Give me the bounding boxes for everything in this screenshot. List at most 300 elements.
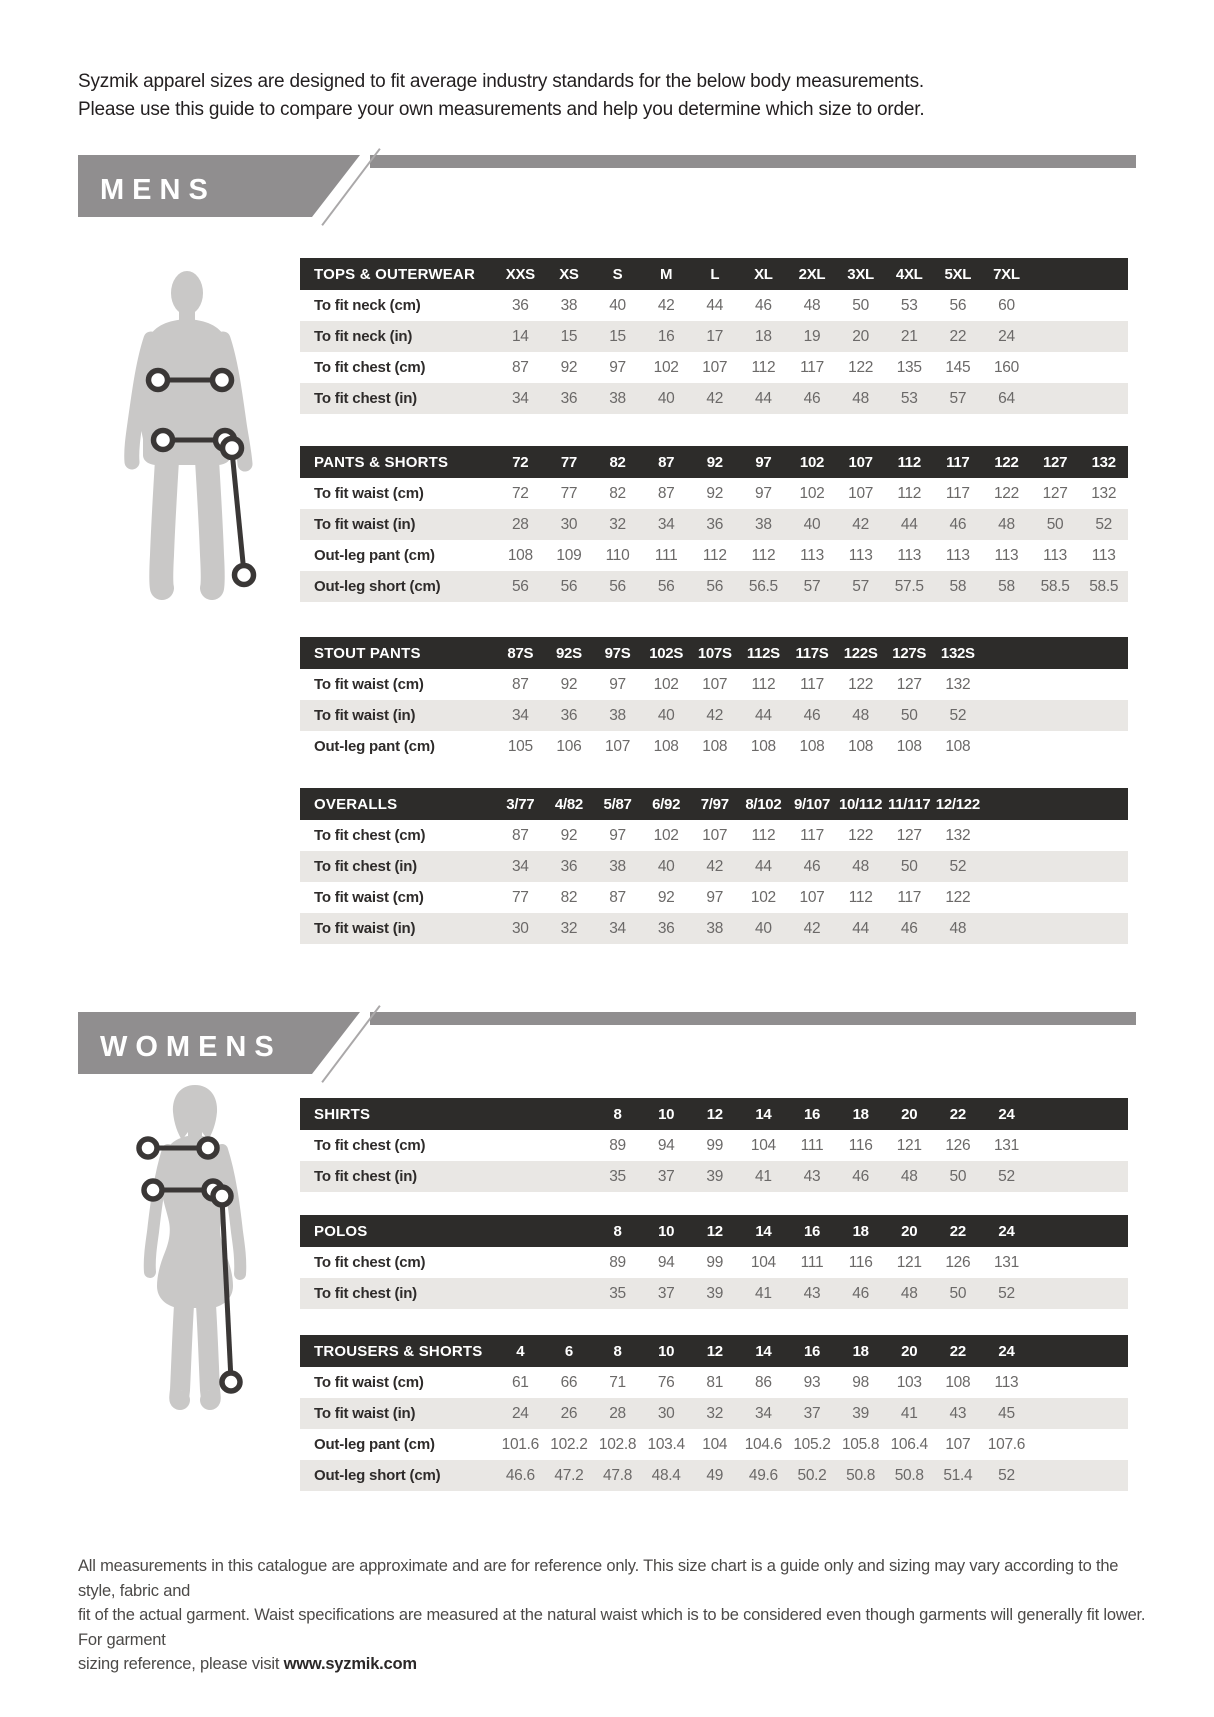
value-cell: 104.6 [744, 1435, 783, 1453]
value-cell: 39 [706, 1167, 724, 1185]
mens-section-banner [78, 155, 1136, 217]
value-cell: 44 [755, 857, 772, 875]
value-cell: 42 [706, 857, 724, 875]
value-cell: 89 [609, 1253, 626, 1271]
value-cell: 135 [896, 358, 922, 376]
value-cell: 105.8 [841, 1435, 880, 1453]
value-cell: 48 [852, 389, 869, 407]
value-cell: 108 [945, 737, 971, 755]
value-cell: 53 [900, 389, 918, 407]
value-cell: 107 [702, 826, 728, 844]
mens-banner-label: MENS [100, 174, 216, 206]
value-cell: 92 [657, 888, 675, 906]
value-cell: 132 [945, 675, 971, 693]
measurement-row [300, 1130, 1128, 1161]
size-column-header: 10 [658, 1105, 675, 1123]
value-cell: 42 [852, 515, 869, 533]
value-cell: 15 [609, 327, 626, 345]
value-cell: 107 [945, 1435, 971, 1453]
value-cell: 107 [799, 888, 825, 906]
value-cell: 57 [852, 577, 869, 595]
table-title: PANTS & SHORTS [314, 453, 449, 471]
table-header-row [300, 446, 1128, 478]
row-label: To fit waist (cm) [314, 485, 424, 502]
value-cell: 52 [998, 1167, 1015, 1185]
value-cell: 107 [702, 358, 728, 376]
size-column-header: 117 [946, 453, 970, 471]
table-header-row [300, 1215, 1128, 1247]
value-cell: 92 [706, 484, 724, 502]
row-label: Out-leg pant (cm) [314, 738, 435, 755]
size-column-header: 87 [658, 453, 675, 471]
value-cell: 42 [657, 296, 675, 314]
value-cell: 56 [609, 577, 626, 595]
value-cell: 24 [511, 1404, 529, 1422]
value-cell: 58 [998, 577, 1015, 595]
row-label: To fit chest (in) [314, 858, 417, 875]
value-cell: 58.5 [1089, 577, 1119, 595]
footer-line-3-text: sizing reference, please visit [78, 1655, 284, 1673]
value-cell: 71 [609, 1373, 626, 1391]
size-column-header: 127S [892, 644, 927, 662]
value-cell: 98 [852, 1373, 869, 1391]
value-cell: 107 [605, 737, 631, 755]
value-cell: 48 [803, 296, 821, 314]
table-pants-shorts [300, 446, 1128, 602]
value-cell: 35 [609, 1284, 626, 1302]
value-cell: 108 [507, 546, 533, 564]
size-column-header: 5/87 [603, 795, 632, 813]
measurement-row [300, 1460, 1128, 1491]
value-cell: 46 [803, 706, 821, 724]
value-cell: 76 [657, 1373, 675, 1391]
table-title: STOUT PANTS [314, 644, 421, 662]
size-column-header: 12 [706, 1105, 723, 1123]
value-cell: 102 [799, 484, 825, 502]
value-cell: 117 [800, 675, 824, 693]
value-cell: 44 [706, 296, 724, 314]
value-cell: 122 [993, 484, 1019, 502]
womens-body-figure [120, 1080, 270, 1410]
value-cell: 52 [998, 1466, 1015, 1484]
value-cell: 97 [609, 358, 626, 376]
size-column-header: S [612, 265, 623, 283]
value-cell: 56 [706, 577, 724, 595]
value-cell: 116 [848, 1253, 873, 1271]
size-column-header: 8 [613, 1342, 622, 1360]
male-right-leg [207, 460, 213, 588]
value-cell: 46 [803, 857, 821, 875]
value-cell: 108 [799, 737, 825, 755]
value-cell: 111 [800, 1136, 824, 1154]
size-column-header: 82 [609, 453, 626, 471]
value-cell: 77 [560, 484, 578, 502]
value-cell: 87 [657, 484, 675, 502]
value-cell: 52 [1095, 515, 1112, 533]
value-cell: 132 [1091, 484, 1117, 502]
table-title: POLOS [314, 1222, 368, 1240]
value-cell: 113 [897, 546, 922, 564]
size-column-header: 112S [746, 644, 780, 662]
size-column-header: 8/102 [745, 795, 782, 813]
value-cell: 56 [511, 577, 529, 595]
value-cell: 37 [657, 1284, 675, 1302]
value-cell: 111 [654, 546, 678, 564]
value-cell: 121 [896, 1136, 922, 1154]
measurement-row [300, 1278, 1128, 1309]
value-cell: 42 [706, 706, 724, 724]
value-cell: 97 [755, 484, 772, 502]
row-label: Out-leg pant (cm) [314, 547, 435, 564]
value-cell: 97 [706, 888, 724, 906]
value-cell: 107 [848, 484, 874, 502]
value-cell: 36 [706, 515, 724, 533]
value-cell: 21 [900, 327, 918, 345]
value-cell: 113 [1043, 546, 1067, 564]
row-label: To fit chest (cm) [314, 359, 426, 376]
value-cell: 52 [949, 857, 967, 875]
size-column-header: 22 [949, 1342, 966, 1360]
value-cell: 42 [803, 919, 821, 937]
row-label: To fit waist (in) [314, 516, 416, 533]
value-cell: 105.2 [793, 1435, 831, 1453]
size-column-header: 127 [1043, 453, 1068, 471]
value-cell: 50 [1046, 515, 1064, 533]
value-cell: 48 [900, 1167, 918, 1185]
measurement-row [300, 478, 1128, 509]
value-cell: 46 [852, 1167, 869, 1185]
value-cell: 38 [609, 706, 626, 724]
value-cell: 56.5 [748, 577, 778, 595]
size-column-header: 11/117 [888, 795, 931, 813]
value-cell: 106.4 [890, 1435, 928, 1453]
value-cell: 94 [657, 1253, 675, 1271]
value-cell: 113 [1091, 546, 1116, 564]
value-cell: 48 [852, 857, 869, 875]
size-column-header: L [710, 265, 720, 283]
value-cell: 87 [511, 358, 529, 376]
value-cell: 108 [945, 1373, 971, 1391]
value-cell: 39 [852, 1404, 869, 1422]
measurement-row [300, 913, 1128, 944]
size-column-header: 22 [949, 1105, 966, 1123]
banner-rule-bar [370, 155, 1136, 168]
measurement-row [300, 383, 1128, 414]
size-column-header: 20 [901, 1222, 918, 1240]
size-column-header: 16 [803, 1105, 821, 1123]
size-column-header: 14 [755, 1342, 772, 1360]
value-cell: 34 [657, 515, 675, 533]
value-cell: 48 [949, 919, 967, 937]
value-cell: 122 [848, 826, 874, 844]
table-trousers-shorts [300, 1335, 1128, 1491]
row-label: Out-leg pant (cm) [314, 1436, 435, 1453]
measurement-row [300, 571, 1128, 602]
row-label: To fit waist (cm) [314, 1374, 424, 1391]
row-label: To fit waist (cm) [314, 676, 424, 693]
measurement-row [300, 321, 1128, 352]
size-column-header: 8 [613, 1105, 622, 1123]
size-column-header: 4 [516, 1342, 525, 1360]
value-cell: 46 [949, 515, 967, 533]
value-cell: 15 [560, 327, 578, 345]
size-column-header: 92S [556, 644, 582, 662]
value-cell: 102.2 [550, 1435, 588, 1453]
value-cell: 40 [803, 515, 821, 533]
value-cell: 60 [998, 296, 1015, 314]
row-label: To fit chest (in) [314, 1285, 417, 1302]
table-overalls [300, 788, 1128, 944]
size-column-header: 87S [507, 644, 534, 662]
value-cell: 43 [803, 1167, 821, 1185]
footer-line-2: fit of the actual garment. Waist specifications are measured at the natural waist which is to be considered even though garments will generally fit lower. For garment [78, 1606, 1146, 1649]
value-cell: 34 [755, 1404, 772, 1422]
value-cell: 106 [556, 737, 582, 755]
value-cell: 20 [852, 327, 869, 345]
size-column-header: 107S [697, 644, 732, 662]
value-cell: 117 [897, 888, 922, 906]
intro-text [78, 68, 924, 124]
value-cell: 99 [706, 1136, 724, 1154]
footer-line-1: All measurements in this catalogue are approximate and are for reference only. This size chart is a guide only and sizing may vary according to the style, fabric and [78, 1557, 1119, 1600]
value-cell: 61 [511, 1373, 529, 1391]
value-cell: 46 [755, 296, 772, 314]
value-cell: 89 [609, 1136, 626, 1154]
value-cell: 40 [657, 389, 675, 407]
size-column-header: 9/107 [793, 795, 831, 813]
measurement-row [300, 882, 1128, 913]
size-column-header: 20 [901, 1105, 918, 1123]
value-cell: 44 [755, 706, 772, 724]
value-cell: 102 [653, 358, 679, 376]
value-cell: 48.4 [651, 1466, 681, 1484]
value-cell: 117 [800, 358, 824, 376]
value-cell: 92 [560, 826, 578, 844]
value-cell: 113 [945, 546, 970, 564]
value-cell: 102 [653, 675, 679, 693]
womens-tables [300, 1098, 1128, 1491]
size-column-header: 117S [795, 644, 829, 662]
value-cell: 40 [657, 857, 675, 875]
size-column-header: XXS [505, 265, 535, 283]
size-column-header: 102S [649, 644, 684, 662]
value-cell: 72 [511, 484, 529, 502]
value-cell: 46.6 [505, 1466, 535, 1484]
value-cell: 49.6 [748, 1466, 778, 1484]
value-cell: 160 [993, 358, 1019, 376]
size-column-header: 5XL [944, 265, 972, 283]
value-cell: 112 [751, 826, 776, 844]
value-cell: 56 [560, 577, 578, 595]
value-cell: 108 [702, 737, 728, 755]
value-cell: 44 [900, 515, 918, 533]
table-header-row [300, 1335, 1128, 1367]
value-cell: 112 [702, 546, 727, 564]
row-label: To fit waist (cm) [314, 889, 424, 906]
value-cell: 126 [945, 1253, 971, 1271]
size-column-header: 20 [901, 1342, 918, 1360]
value-cell: 42 [706, 389, 724, 407]
value-cell: 24 [998, 327, 1015, 345]
measurement-row [300, 509, 1128, 540]
table-title: OVERALLS [314, 795, 398, 813]
value-cell: 105 [507, 737, 533, 755]
value-cell: 40 [657, 706, 675, 724]
size-column-header: 97 [755, 453, 772, 471]
intro-line-1: Syzmik apparel sizes are designed to fit average industry standards for the below body measurements. [78, 71, 925, 92]
value-cell: 17 [706, 327, 724, 345]
value-cell: 64 [998, 389, 1015, 407]
value-cell: 112 [897, 484, 922, 502]
value-cell: 97 [609, 675, 626, 693]
value-cell: 66 [560, 1373, 578, 1391]
measurement-row [300, 1429, 1128, 1460]
value-cell: 108 [848, 737, 874, 755]
value-cell: 127 [1042, 484, 1068, 502]
footer-line-3 [78, 1652, 1148, 1677]
value-cell: 52 [998, 1284, 1015, 1302]
value-cell: 34 [609, 919, 626, 937]
size-column-header: 16 [803, 1222, 821, 1240]
measurement-row [300, 290, 1128, 321]
size-column-header: 77 [560, 453, 577, 471]
table-title: SHIRTS [314, 1105, 371, 1123]
value-cell: 122 [945, 888, 971, 906]
footer-disclaimer [78, 1554, 1148, 1677]
size-column-header: 2XL [798, 265, 826, 283]
value-cell: 82 [560, 888, 578, 906]
size-column-header: 18 [852, 1222, 869, 1240]
value-cell: 45 [998, 1404, 1015, 1422]
table-polos [300, 1215, 1128, 1309]
value-cell: 48 [900, 1284, 918, 1302]
table-header-row [300, 637, 1128, 669]
row-label: To fit waist (in) [314, 707, 416, 724]
value-cell: 50.2 [797, 1466, 827, 1484]
value-cell: 113 [994, 1373, 1019, 1391]
size-column-header: 18 [852, 1105, 869, 1123]
value-cell: 50 [949, 1284, 967, 1302]
value-cell: 38 [609, 389, 626, 407]
mens-body-figure [105, 255, 275, 600]
value-cell: 110 [605, 546, 630, 564]
female-left-leg [179, 1305, 184, 1400]
size-column-header: 12/122 [935, 795, 980, 813]
row-label: To fit waist (in) [314, 1405, 416, 1422]
value-cell: 36 [560, 857, 578, 875]
size-column-header: 8 [613, 1222, 622, 1240]
value-cell: 38 [560, 296, 578, 314]
size-column-header: 7XL [993, 265, 1020, 283]
value-cell: 57 [949, 389, 967, 407]
value-cell: 41 [755, 1167, 772, 1185]
measurement-row [300, 669, 1128, 700]
size-column-header: 4/82 [554, 795, 583, 813]
row-label: To fit chest (in) [314, 390, 417, 407]
value-cell: 48 [852, 706, 869, 724]
value-cell: 56 [949, 296, 967, 314]
value-cell: 40 [609, 296, 626, 314]
value-cell: 26 [560, 1404, 578, 1422]
size-column-header: 12 [706, 1222, 723, 1240]
value-cell: 132 [945, 826, 971, 844]
size-column-header: 112 [897, 453, 921, 471]
size-column-header: M [660, 265, 673, 283]
value-cell: 97 [609, 826, 626, 844]
banner-rule-bar [370, 1012, 1136, 1025]
value-cell: 41 [755, 1284, 772, 1302]
size-column-header: 10 [658, 1222, 675, 1240]
value-cell: 127 [896, 826, 922, 844]
value-cell: 87 [609, 888, 626, 906]
value-cell: 87 [511, 675, 529, 693]
value-cell: 86 [755, 1373, 772, 1391]
value-cell: 46 [803, 389, 821, 407]
size-column-header: 4XL [895, 265, 923, 283]
value-cell: 92 [560, 675, 578, 693]
size-column-header: 3/77 [506, 795, 535, 813]
value-cell: 34 [511, 389, 529, 407]
value-cell: 53 [900, 296, 918, 314]
value-cell: 16 [657, 327, 675, 345]
value-cell: 57.5 [894, 577, 924, 595]
value-cell: 102.8 [598, 1435, 637, 1453]
value-cell: 30 [657, 1404, 675, 1422]
value-cell: 32 [706, 1404, 724, 1422]
size-column-header: 132 [1091, 453, 1116, 471]
value-cell: 32 [609, 515, 626, 533]
value-cell: 28 [609, 1404, 626, 1422]
row-label: To fit chest (cm) [314, 827, 426, 844]
value-cell: 50 [900, 706, 918, 724]
measurement-row [300, 731, 1128, 762]
value-cell: 37 [803, 1404, 821, 1422]
value-cell: 56 [657, 577, 675, 595]
mens-tables [300, 258, 1128, 944]
row-label: To fit neck (cm) [314, 297, 421, 314]
size-column-header: 6 [564, 1342, 573, 1360]
value-cell: 109 [556, 546, 582, 564]
value-cell: 48 [998, 515, 1015, 533]
value-cell: 38 [609, 857, 626, 875]
value-cell: 35 [609, 1167, 626, 1185]
size-column-header: 122S [843, 644, 878, 662]
value-cell: 108 [896, 737, 922, 755]
size-column-header: 24 [998, 1222, 1015, 1240]
value-cell: 46 [900, 919, 918, 937]
value-cell: 122 [848, 675, 874, 693]
womens-section-banner [78, 1012, 1136, 1074]
value-cell: 82 [609, 484, 626, 502]
value-cell: 93 [803, 1373, 821, 1391]
value-cell: 30 [511, 919, 529, 937]
value-cell: 94 [657, 1136, 675, 1154]
size-column-header: 97S [604, 644, 631, 662]
value-cell: 43 [949, 1404, 967, 1422]
value-cell: 43 [803, 1284, 821, 1302]
value-cell: 77 [511, 888, 529, 906]
value-cell: 30 [560, 515, 578, 533]
measurement-row [300, 352, 1128, 383]
value-cell: 32 [560, 919, 578, 937]
value-cell: 104 [702, 1435, 728, 1453]
row-label: To fit chest (cm) [314, 1254, 426, 1271]
measurement-row [300, 1367, 1128, 1398]
size-column-header: 102 [799, 453, 825, 471]
measurement-row [300, 540, 1128, 571]
size-column-header: XL [754, 265, 773, 283]
website-link: www.syzmik.com [283, 1655, 417, 1673]
